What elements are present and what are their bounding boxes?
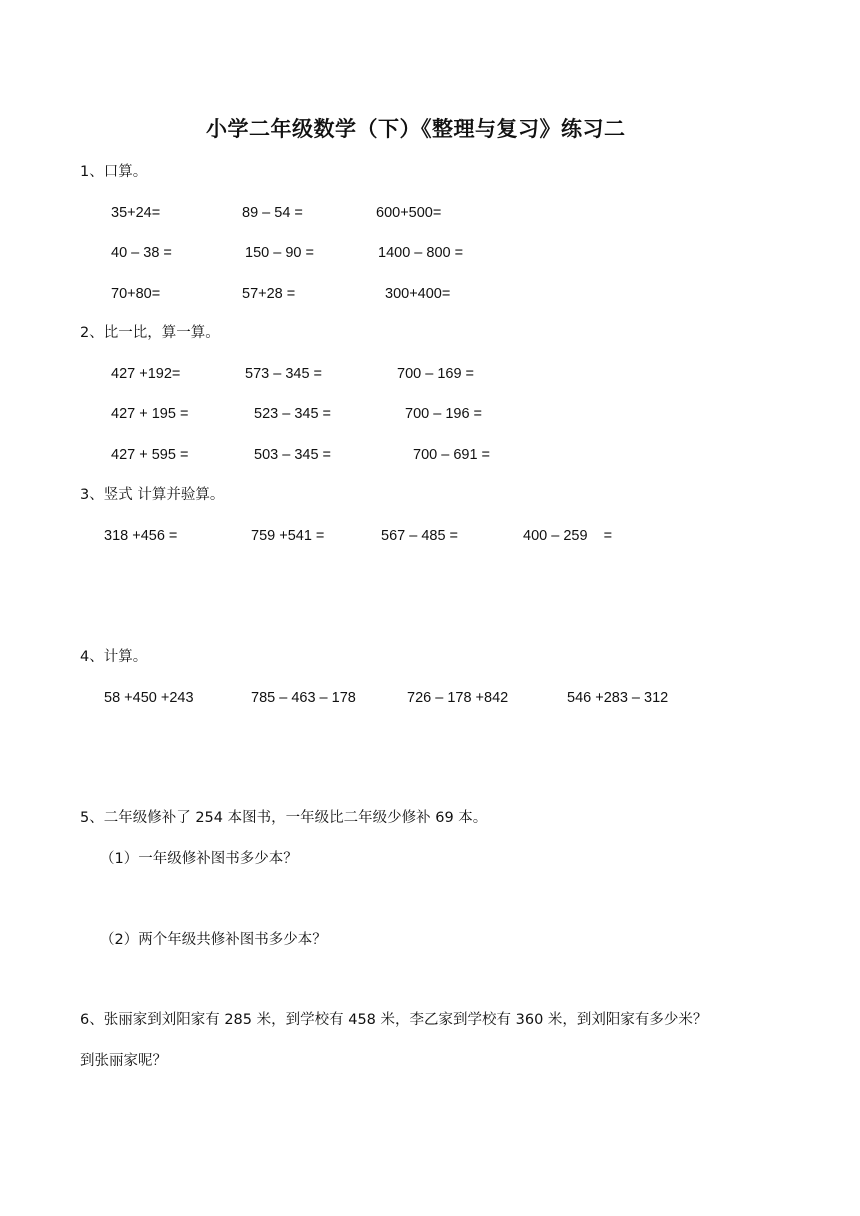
- q5-sub1: （1）一年级修补图书多少本？: [100, 851, 298, 867]
- q2-r1-c1: 427 +192=: [111, 366, 181, 382]
- q1-r3-c1: 70+80=: [111, 286, 161, 302]
- q3-heading: 3、竖式 计算并验算。: [80, 487, 225, 503]
- q3-item-2: 759 +541 =: [251, 528, 325, 544]
- q1-r1-c1: 35+24=: [111, 205, 161, 221]
- q5-heading: 5、二年级修补了 254 本图书，一年级比二年级少修补 69 本。: [80, 810, 488, 826]
- q2-heading: 2、比一比，算一算。: [80, 325, 220, 341]
- page-title: 小学二年级数学（下）《整理与复习》练习二: [206, 117, 626, 141]
- q2-r3-c1: 427 + 595 =: [111, 447, 189, 463]
- q1-r2-c1: 40 – 38 =: [111, 245, 172, 261]
- q1-r2-c2: 150 – 90 =: [245, 245, 314, 261]
- q2-r3-c2: 503 – 345 =: [254, 447, 332, 463]
- q6-line2: 到张丽家呢？: [80, 1053, 167, 1069]
- q5-sub2: （2）两个年级共修补图书多少本？: [100, 932, 327, 948]
- q6-line1: 6、张丽家到刘阳家有 285 米，到学校有 458 米，李乙家到学校有 360 米，到刘阳家有多少米？: [80, 1012, 708, 1028]
- q3-item-1: 318 +456 =: [104, 528, 178, 544]
- q2-r2-c3: 700 – 196 =: [405, 406, 483, 422]
- q1-r3-c2: 57+28 =: [242, 286, 296, 302]
- q4-heading: 4、计算。: [80, 649, 148, 665]
- q1-heading: 1、口算。: [80, 164, 148, 180]
- q4-item-3: 726 – 178 +842: [407, 690, 509, 706]
- q1-r1-c2: 89 – 54 =: [242, 205, 303, 221]
- q2-r1-c3: 700 – 169 =: [397, 366, 475, 382]
- q3-item-4: 400 – 259 =: [523, 528, 613, 544]
- q2-r2-c2: 523 – 345 =: [254, 406, 332, 422]
- q4-item-4: 546 +283 – 312: [567, 690, 669, 706]
- q1-r3-c3: 300+400=: [385, 286, 451, 302]
- q2-r1-c2: 573 – 345 =: [245, 366, 323, 382]
- q1-r2-c3: 1400 – 800 =: [378, 245, 464, 261]
- q3-item-3: 567 – 485 =: [381, 528, 459, 544]
- q1-r1-c3: 600+500=: [376, 205, 442, 221]
- q2-r2-c1: 427 + 195 =: [111, 406, 189, 422]
- q4-item-2: 785 – 463 – 178: [251, 690, 356, 706]
- q2-r3-c3: 700 – 691 =: [413, 447, 491, 463]
- q4-item-1: 58 +450 +243: [104, 690, 194, 706]
